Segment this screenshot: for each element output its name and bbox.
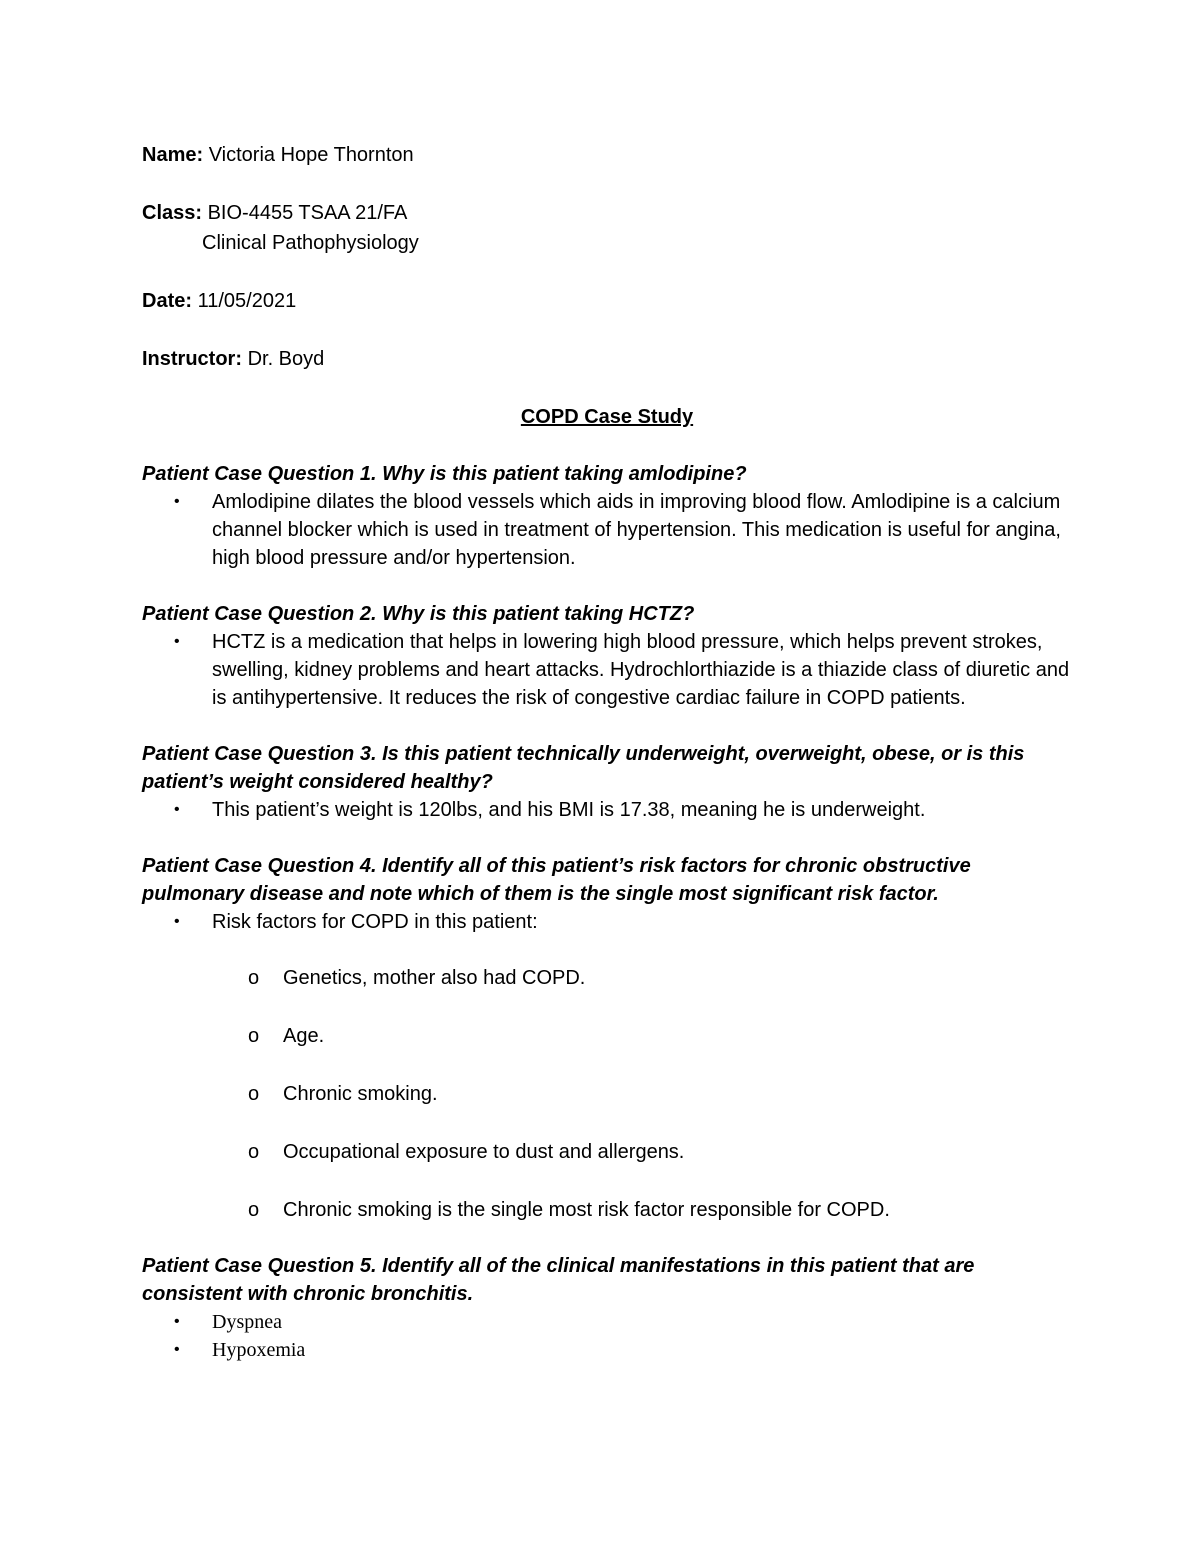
circle-bullet-icon: o [248,1199,260,1221]
name-line [142,140,1072,170]
bullet-icon: • [174,633,180,650]
date-value: 11/05/2021 [197,290,297,312]
instructor-label: Instructor: [142,348,242,370]
answer-text: Dyspnea [212,1311,282,1333]
bullet-icon: • [174,1341,180,1358]
answer-list-4 [142,908,1072,936]
class-label: Class: [142,202,203,224]
list-item [142,796,1072,824]
page-title: COPD Case Study [520,406,694,428]
answer-text: Amlodipine dilates the blood vessels which aids in improving blood flow. Amlodipine is a calcium channel blocker which is used in treatment of hypertension. This medication is useful for angina, high blood pressure and/or hypertension. [212,491,1061,569]
class-line [142,198,1072,228]
sub-answer-text: Occupational exposure to dust and allergens. [283,1141,685,1163]
bullet-icon: • [174,493,180,510]
sub-answer-text: Age. [283,1025,325,1047]
list-item [142,908,1072,936]
class-value: BIO-4455 TSAA 21/FA [207,202,408,224]
date-label: Date: [142,290,193,312]
risk-factor-list [142,964,1072,1224]
class-subtitle: Clinical Pathophysiology [202,232,419,254]
list-item [142,1308,1072,1336]
instructor-value: Dr. Boyd [247,348,325,370]
answer-text: Hypoxemia [212,1339,306,1361]
bullet-icon: • [174,1313,180,1330]
circle-bullet-icon: o [248,1141,260,1163]
name-value: Victoria Hope Thornton [208,144,414,166]
answer-list-5 [142,1308,1072,1364]
circle-bullet-icon: o [248,967,260,989]
sub-answer-text: Chronic smoking. [283,1083,438,1105]
sub-answer-text: Chronic smoking is the single most risk factor responsible for COPD. [283,1199,890,1221]
name-label: Name: [142,144,204,166]
list-item [142,1196,1072,1224]
circle-bullet-icon: o [248,1025,260,1047]
answer-text: HCTZ is a medication that helps in lowering high blood pressure, which helps prevent strokes, swelling, kidney problems and heart attacks. Hydrochlorthiazide is a thiazide class of diuretic and is antihypertensive. It reduces the risk of congestive cardiac failure in COPD patients. [212,631,1070,709]
list-item [142,1080,1072,1108]
answer-list-3 [142,796,1072,824]
list-item [142,1138,1072,1166]
question-3: Patient Case Question 3. Is this patient technically underweight, overweight, obese, or is this patient’s weight considered healthy? [142,743,1025,793]
question-5: Patient Case Question 5. Identify all of the clinical manifestations in this patient that are consistent with chronic bronchitis. [142,1255,975,1305]
list-item [142,488,1072,572]
list-item [142,628,1072,712]
answer-text: Risk factors for COPD in this patient: [212,911,538,933]
answer-text: This patient’s weight is 120lbs, and his BMI is 17.38, meaning he is underweight. [212,799,926,821]
list-item [142,1336,1072,1364]
answer-list-2 [142,628,1072,712]
answer-list-1 [142,488,1072,572]
date-line [142,286,1072,316]
question-2: Patient Case Question 2. Why is this patient taking HCTZ? [142,603,695,625]
question-1: Patient Case Question 1. Why is this patient taking amlodipine? [142,463,747,485]
instructor-line [142,344,1072,374]
circle-bullet-icon: o [248,1083,260,1105]
question-4: Patient Case Question 4. Identify all of this patient’s risk factors for chronic obstructive pulmonary disease and note which of them is the single most significant risk factor. [142,855,971,905]
list-item [142,964,1072,992]
bullet-icon: • [174,801,180,818]
document-page [142,140,1072,1364]
sub-answer-text: Genetics, mother also had COPD. [283,967,586,989]
bullet-icon: • [174,913,180,930]
list-item [142,1022,1072,1050]
